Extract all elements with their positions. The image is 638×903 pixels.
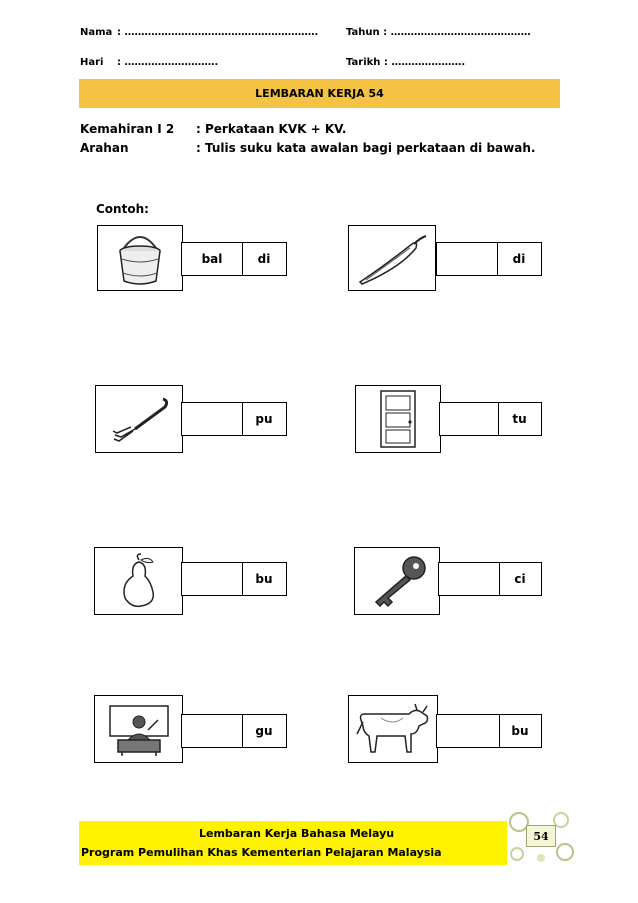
fork-icon xyxy=(103,391,175,447)
answer-box[interactable] xyxy=(438,562,542,596)
name-label: Nama xyxy=(80,27,113,38)
pear-picture xyxy=(94,547,183,615)
cow-picture xyxy=(348,695,438,763)
year-field[interactable]: Tahun : …………………………………… xyxy=(346,27,531,38)
given-syllable: di xyxy=(257,252,271,266)
key-icon xyxy=(362,552,432,610)
given-syllable: pu xyxy=(255,412,273,426)
answer-box[interactable] xyxy=(181,714,287,748)
day-field[interactable]: : ………………………. xyxy=(117,57,219,68)
answer-syllable[interactable] xyxy=(182,715,242,747)
footer-subtitle: Program Pemulihan Khas Kementerian Pelajaran Malaysia xyxy=(81,846,442,859)
answer-box[interactable] xyxy=(181,562,287,596)
door-picture xyxy=(355,385,441,453)
answer-syllable[interactable] xyxy=(437,243,497,275)
answer-syllable[interactable]: bal xyxy=(201,252,223,266)
answer-box[interactable] xyxy=(439,402,542,436)
key-picture xyxy=(354,547,440,615)
worksheet-title-banner xyxy=(79,79,560,108)
answer-box[interactable] xyxy=(436,714,542,748)
answer-syllable[interactable] xyxy=(439,563,499,595)
instruction-label: Arahan xyxy=(80,141,129,155)
footer-banner xyxy=(79,821,507,865)
teacher-picture xyxy=(94,695,183,763)
answer-syllable[interactable] xyxy=(182,403,242,435)
answer-box[interactable] xyxy=(436,242,542,276)
instruction-value: : Tulis suku kata awalan bagi perkataan di bawah. xyxy=(196,141,536,155)
given-syllable: tu xyxy=(512,412,527,426)
bucket-icon xyxy=(108,229,172,287)
given-syllable: bu xyxy=(255,572,273,586)
pear-icon xyxy=(111,552,167,610)
chili-icon xyxy=(354,230,430,286)
fork-picture xyxy=(95,385,183,453)
bucket-picture xyxy=(97,225,183,291)
given-syllable: di xyxy=(512,252,526,266)
footer-title: Lembaran Kerja Bahasa Melayu xyxy=(199,827,395,840)
given-syllable: bu xyxy=(511,724,529,738)
example-label: Contoh: xyxy=(96,202,149,216)
page-number: 54 xyxy=(526,825,556,847)
cow-icon xyxy=(353,700,433,758)
answer-syllable[interactable] xyxy=(437,715,499,747)
skill-label: Kemahiran I 2 xyxy=(80,122,175,136)
chili-picture xyxy=(348,225,436,291)
given-syllable: ci xyxy=(514,572,526,586)
day-label: Hari xyxy=(80,57,104,68)
answer-box[interactable] xyxy=(181,242,287,276)
answer-box[interactable] xyxy=(181,402,287,436)
given-syllable: gu xyxy=(255,724,273,738)
name-field[interactable]: : …………………………………………………. xyxy=(117,27,319,38)
skill-value: : Perkataan KVK + KV. xyxy=(196,122,347,136)
answer-syllable[interactable] xyxy=(440,403,498,435)
date-field[interactable]: Tarikh : …………………. xyxy=(346,57,466,68)
answer-syllable[interactable] xyxy=(182,563,242,595)
teacher-icon xyxy=(104,700,174,758)
worksheet-title: LEMBARAN KERJA 54 xyxy=(255,87,384,100)
door-icon xyxy=(373,389,423,449)
